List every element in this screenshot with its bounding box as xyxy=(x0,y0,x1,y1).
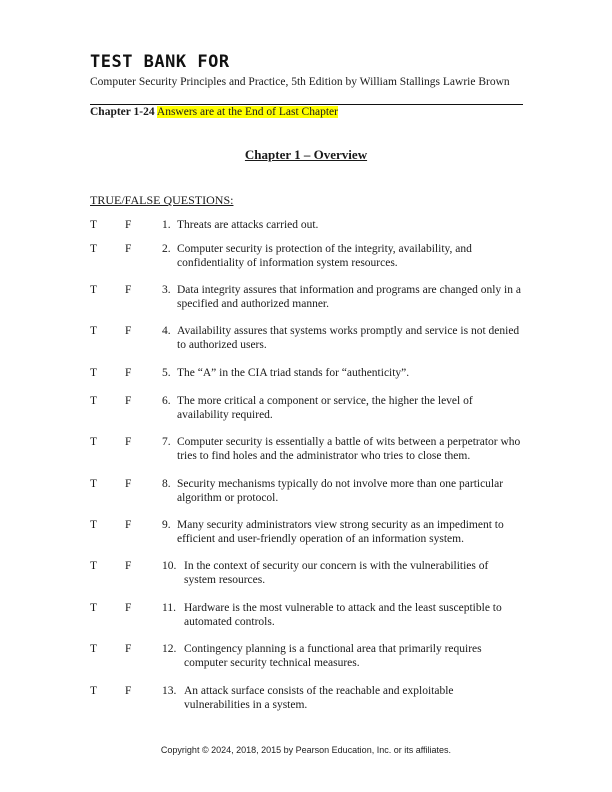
true-option: T xyxy=(90,685,98,697)
true-option: T xyxy=(90,219,98,231)
question-text: The “A” in the CIA triad stands for “authenticity”. xyxy=(177,367,410,379)
question-text: Many security administrators view strong security as an impediment to efficient and user-friendly operation of an information system. xyxy=(177,519,504,545)
question-number: 13. xyxy=(162,685,177,697)
true-option: T xyxy=(90,478,98,490)
false-option: F xyxy=(125,519,132,531)
false-option: F xyxy=(125,219,132,231)
false-option: F xyxy=(125,367,132,379)
answers-note: Answers are at the End of Last Chapter xyxy=(156,106,338,118)
header-divider xyxy=(90,104,523,105)
question-text: Computer security is essentially a battle of wits between a perpetrator who tries to find holes and the administrator who tries to close them. xyxy=(177,436,521,462)
question-number: 5. xyxy=(162,367,171,379)
false-option: F xyxy=(125,560,132,572)
true-option: T xyxy=(90,284,98,296)
true-option: T xyxy=(90,519,98,531)
chapter-title: Chapter 1 – Overview xyxy=(244,147,368,162)
true-option: T xyxy=(90,243,98,255)
question-number: 11. xyxy=(162,602,176,614)
question-text: In the context of security our concern is with the vulnerabilities of system resources. xyxy=(184,560,489,586)
question-text: Hardware is the most vulnerable to attack and the least susceptible to automated controls. xyxy=(184,602,502,628)
false-option: F xyxy=(125,478,132,490)
true-false-heading: TRUE/FALSE QUESTIONS: xyxy=(90,193,234,207)
true-option: T xyxy=(90,602,98,614)
question-number: 10. xyxy=(162,560,177,572)
question-text: Data integrity assures that information and programs are changed only in a specified and authorized manner. xyxy=(177,284,521,310)
true-option: T xyxy=(90,643,98,655)
false-option: F xyxy=(125,284,132,296)
question-text: Contingency planning is a functional area that primarily requires computer security technical measures. xyxy=(184,643,482,669)
document-title: TEST BANK FOR xyxy=(90,52,230,72)
false-option: F xyxy=(125,436,132,448)
true-option: T xyxy=(90,560,98,572)
true-option: T xyxy=(90,436,98,448)
false-option: F xyxy=(125,395,132,407)
question-number: 3. xyxy=(162,284,171,296)
question-number: 12. xyxy=(162,643,177,655)
true-option: T xyxy=(90,395,98,407)
book-subtitle: Computer Security Principles and Practice, 5th Edition by William Stallings Lawrie Brown xyxy=(90,76,510,88)
chapter-range: Chapter 1-24 xyxy=(90,106,155,118)
true-option: T xyxy=(90,325,98,337)
copyright-footer: Copyright © 2024, 2018, 2015 by Pearson Education, Inc. or its affiliates. xyxy=(160,745,452,755)
question-text: Threats are attacks carried out. xyxy=(177,219,319,231)
question-text: Computer security is protection of the integrity, availability, and confidentiality of information system resources. xyxy=(177,243,472,269)
question-number: 4. xyxy=(162,325,171,337)
true-option: T xyxy=(90,367,98,379)
question-text: An attack surface consists of the reachable and exploitable vulnerabilities in a system. xyxy=(184,685,454,711)
question-number: 1. xyxy=(162,219,171,231)
question-text: Security mechanisms typically do not involve more than one particular algorithm or protocol. xyxy=(177,478,504,504)
false-option: F xyxy=(125,643,132,655)
question-number: 7. xyxy=(162,436,171,448)
question-number: 9. xyxy=(162,519,171,531)
false-option: F xyxy=(125,602,132,614)
question-text: Availability assures that systems works promptly and service is not denied to authorized users. xyxy=(177,325,520,351)
question-number: 6. xyxy=(162,395,171,407)
question-number: 2. xyxy=(162,243,171,255)
false-option: F xyxy=(125,243,132,255)
false-option: F xyxy=(125,685,132,697)
chapter-range-line xyxy=(90,106,338,118)
question-text: The more critical a component or service, the higher the level of availability required. xyxy=(177,395,473,421)
question-number: 8. xyxy=(162,478,171,490)
false-option: F xyxy=(125,325,132,337)
